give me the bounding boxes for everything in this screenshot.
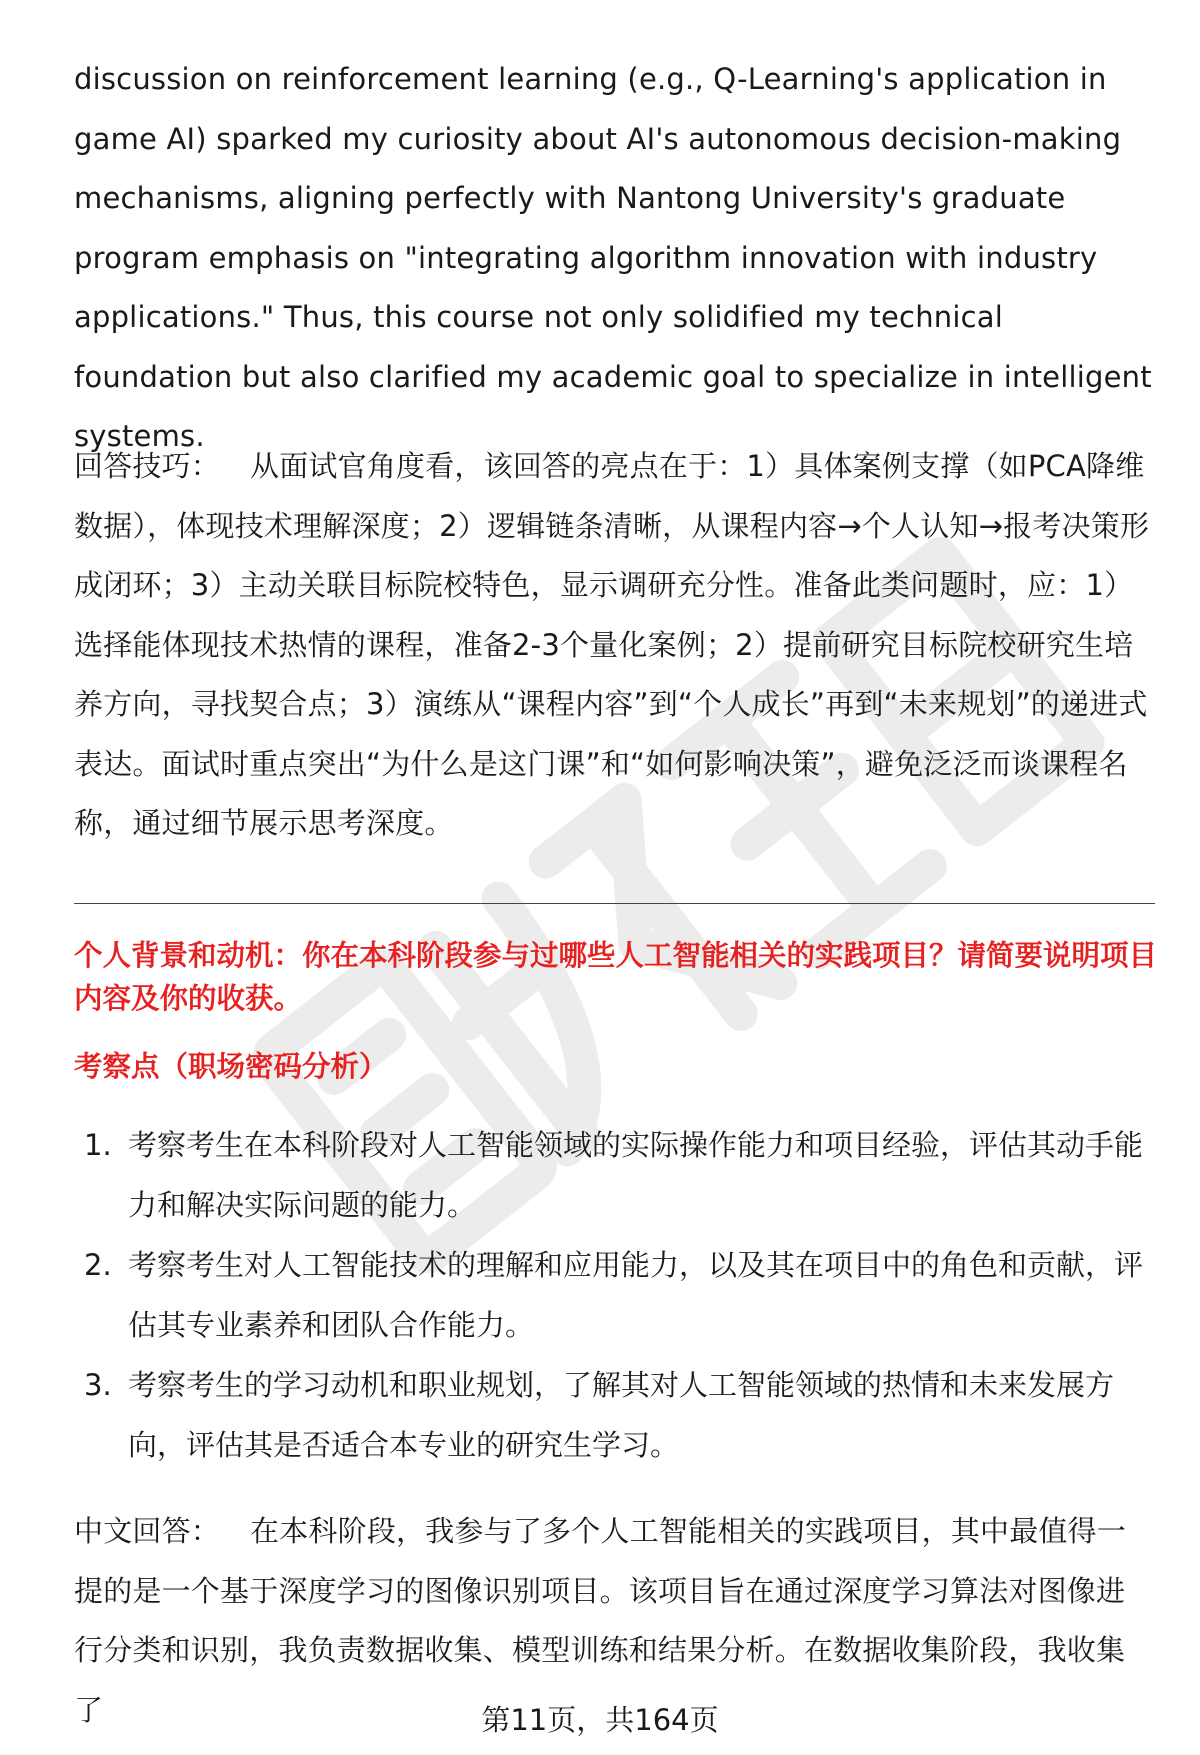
list-item	[74, 1356, 1154, 1475]
list-item-text: 考察考生在本科阶段对人工智能领域的实际操作能力和项目经验，评估其动手能力和解决实际问题的能力。	[128, 1128, 1144, 1222]
page-number-footer: 第11页，共164页	[481, 1703, 719, 1737]
assessment-list	[74, 1116, 1154, 1475]
list-item-number: 1.	[84, 1128, 112, 1162]
chinese-answer-label: 中文回答：	[74, 1514, 221, 1548]
answer-tips-text: 从面试官角度看，该回答的亮点在于：1）具体案例支撑（如PCA降维数据），体现技术理解深度；2）逻辑链条清晰，从课程内容→个人认知→报考决策形成闭环；3）主动关联目标院校特色，显示调研充分性。准备此类问题时，应：1）选择能体现技术热情的课程，准备2-3个量化案例；2）提前研究目标院校研究生培养方向，寻找契合点；3）演练从“课程内容”到“个人成长”再到“未来规划”的递进式表达。面试时重点突出“为什么是这门课”和“如何影响决策”，避免泛泛而谈课程名称，通过细节展示思考深度。	[74, 449, 1150, 840]
chinese-answer-text: 在本科阶段，我参与了多个人工智能相关的实践项目，其中最值得一提的是一个基于深度学习的图像识别项目。该项目旨在通过深度学习算法对图像进行分类和识别，我负责数据收集、模型训练和结果分析。在数据收集阶段，我收集了	[74, 1514, 1127, 1727]
list-item	[74, 1116, 1154, 1235]
section-divider	[74, 903, 1155, 904]
list-item	[74, 1236, 1154, 1355]
assessment-title: 考察点（职场密码分析）	[74, 1050, 388, 1083]
answer-tips-label: 回答技巧：	[74, 449, 221, 483]
question-heading: 个人背景和动机：你在本科阶段参与过哪些人工智能相关的实践项目？请简要说明项目内容及你的收获。	[74, 939, 1158, 1015]
answer-tips-paragraph	[74, 437, 1154, 854]
list-item-number: 2.	[84, 1248, 112, 1282]
list-item-text: 考察考生的学习动机和职业规划，了解其对人工智能领域的热情和未来发展方向，评估其是否适合本专业的研究生学习。	[128, 1368, 1115, 1462]
list-item-text: 考察考生对人工智能技术的理解和应用能力，以及其在项目中的角色和贡献，评估其专业素养和团队合作能力。	[128, 1248, 1144, 1342]
list-item-number: 3.	[84, 1368, 112, 1402]
english-answer-continuation: discussion on reinforcement learning (e.g., Q-Learning's application in game AI) sparked my curiosity about AI's autonomous decision-making mechanisms, aligning perfectly with Nantong University's graduate program emphasis on "integrating algorithm innovation with industry applications." Thus, this course not only solidified my technical foundation but also clarified my academic goal to specialize in intelligent systems.	[74, 62, 1152, 453]
